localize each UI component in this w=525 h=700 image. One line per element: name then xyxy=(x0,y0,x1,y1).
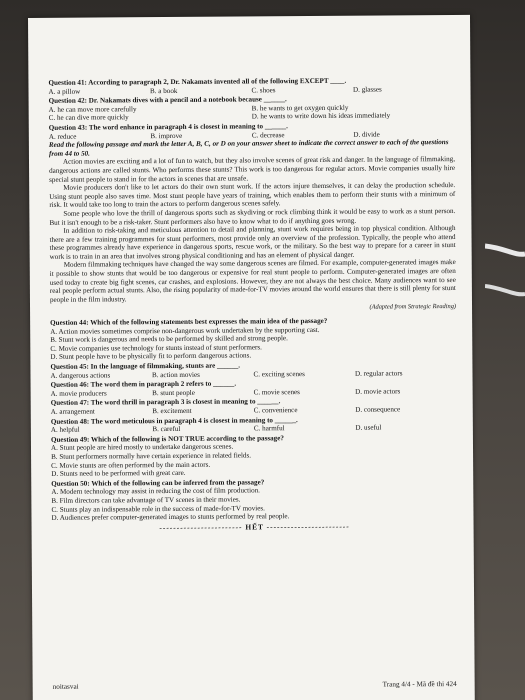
q48-option-b: B. careful xyxy=(152,425,181,434)
q45-option-b: B. action movies xyxy=(151,370,200,379)
question-44 xyxy=(50,316,456,362)
question-46 xyxy=(51,378,457,398)
q47-option-b: B. excitement xyxy=(152,406,192,416)
q47-option-d: D. consequence xyxy=(355,405,401,414)
q41-option-d: D. glasses xyxy=(352,85,382,94)
q47-option-c: C. convenience xyxy=(253,406,298,415)
q42-option-b: B. he wants to get oxygen quickly xyxy=(251,103,349,113)
q45-option-a: A. dangerous actions xyxy=(50,371,111,380)
question-41 xyxy=(48,76,454,96)
q45-option-d: D. regular actors xyxy=(354,368,403,378)
q49-option-a: A. Stunt people are hired mostly to undertake dangerous scenes. xyxy=(50,442,234,453)
q43-option-b: B. improve xyxy=(150,131,183,140)
q48-option-d: D. useful xyxy=(355,423,382,432)
q44-option-d: D. Stunt people have to be physically fit to perform dangerous actions. xyxy=(50,351,252,362)
passage-source: (Adapted from Strategic Reading) xyxy=(369,303,457,312)
q50-option-c: C. Stunts play an indispensable role in the success of made-for-TV movies. xyxy=(51,503,265,514)
q49-option-d: D. Stunts need to be performed with great care. xyxy=(51,469,186,478)
q49-stem: Question 49: Which of the following is NOT TRUE according to the passage? xyxy=(50,433,284,444)
q48-option-c: C. harmful xyxy=(253,424,285,433)
exam-page xyxy=(28,15,475,700)
question-48 xyxy=(51,415,457,435)
q50-option-d: D. Audiences prefer computer-generated images to stunts performed by real people. xyxy=(51,512,290,522)
q50-option-a: A. Modern technology may assist in reducing the cost of film production. xyxy=(51,486,260,497)
q47-stem: Question 47: The word thrill in paragraph 3 is closest in meaning to ______. xyxy=(50,397,281,408)
q46-stem: Question 46: The word them in paragraph 2 refers to ______. xyxy=(50,379,237,390)
passage-paragraph-4: In addition to risk-taking and meticulous attention to detail and planning, stunt work requires being in top physical condition. Although there are a few training programmes for stunt performers, most provide only an overview of the profession. Typically, the people who attend these programmes already have experience in dangerous sports, rescue work, or the military. So the best way to prepare for a career in stunt work is to train in an area that involves strong physical conditioning and has an element of physical danger. xyxy=(49,224,456,261)
q41-option-a: A. a pillow xyxy=(48,87,81,96)
passage-paragraph-2: Movie producers don't like to let actors do their own stunt work. If the actors injure themselves, it can delay the production schedule. Using stunt people also saves time. Most stunt people have years of training, which enables them to perform their stunts with a minimum of risk. It would take too long to train the actors to perform dangerous scenes safely. xyxy=(49,181,456,210)
q48-option-a: A. helpful xyxy=(50,425,80,435)
page-footer xyxy=(53,680,457,691)
question-45 xyxy=(50,360,456,380)
q47-option-a: A. arrangement xyxy=(50,407,95,416)
q43-option-a: A. reduce xyxy=(48,132,77,141)
question-47 xyxy=(51,396,457,416)
question-50 xyxy=(51,477,457,523)
q48-stem: Question 48: The word meticulous in paragraph 4 is closest in meaning to ______. xyxy=(50,415,298,426)
passage-paragraph-3: Some people who love the thrill of dangerous sports such as skydiving or rock climbing think it would be easy to work as a stunt person. But it isn't enough to be a risk-taker. Stunt performers also have to know what to do if anything goes wrong. xyxy=(49,206,456,227)
end-mark: ------------------------ HẾT ------------------------ xyxy=(159,521,350,532)
q43-option-d: D. divide xyxy=(353,130,380,139)
q43-option-c: C. decrease xyxy=(251,130,285,140)
cable-graphic xyxy=(485,236,525,300)
q43-stem: Question 43: The word enhance in paragraph 4 is closest in meaning to ______. xyxy=(48,122,288,132)
q41-stem: Question 41: According to paragraph 2, Dr. Nakamats invented all of the following EXCEPT ____. xyxy=(48,76,347,87)
passage-paragraph-5: Modern filmmaking techniques have changed the way some dangerous scenes are filmed. For example, computer-generated images make it possible to show stunts that would be too dangerous or expensive for real stunt people to perform. Computer-generated images are often used today to create big fight scenes, car crashes, and explosions. However, they are not always the best choice. Many audiences want to see real people perform actual stunts. Also, the rising popularity of made-for-TV movies around the world ensures that there is still plenty for stunt people in the film industry. xyxy=(49,258,456,304)
q44-stem: Question 44: Which of the following statements best expresses the main idea of the passage? xyxy=(50,316,328,327)
q45-option-c: C. exciting scenes xyxy=(253,369,305,379)
q41-option-b: B. a book xyxy=(149,86,178,95)
q46-option-a: A. movie producers xyxy=(50,389,107,398)
q49-option-b: B. Stunt performers normally have certain experience in related fields. xyxy=(51,451,252,461)
question-49 xyxy=(51,433,457,479)
q46-option-d: D. movie actors xyxy=(355,387,401,396)
q44-option-a: A. Action movies sometimes comprise non-dangerous work undertaken by the supporting cast. xyxy=(50,325,320,336)
q42-option-a: A. he can move more carefully xyxy=(48,105,137,114)
q42-stem: Question 42: Dr. Nakamats dives with a pencil and a notebook because ______. xyxy=(48,95,287,106)
q44-option-c: C. Movie companies use technology for stunts instead of stunt performers. xyxy=(50,343,262,353)
q44-option-b: B. Stunt work is dangerous and needs to be performed by skilled and strong people. xyxy=(50,334,288,345)
passage-paragraph-1: Action movies are exciting and a lot of fun to watch, but they also involve scenes of great risk and danger. In the language of filmmaking, dangerous actions are called stunts. Who performs these stunts? This work is too dangerous for regular actors. Movie companies usually hire special stunt people to stand in for the actors in scenes that are unsafe. xyxy=(49,155,456,184)
q42-option-c: C. he can dive more quickly xyxy=(48,113,129,123)
q42-option-d: D. he wants to write down his ideas immediately xyxy=(251,111,391,121)
q50-option-b: B. Film directors can take advantage of TV scenes in their movies. xyxy=(51,495,241,505)
page-number: Trang 4/4 - Mã đề thi 424 xyxy=(382,680,457,689)
question-42 xyxy=(49,94,455,123)
q41-option-c: C. shoes xyxy=(251,85,276,95)
q45-stem: Question 45: In the language of filmmaking, stunts are ______. xyxy=(50,361,241,371)
q46-option-b: B. stunt people xyxy=(152,388,195,397)
q50-stem: Question 50: Which of the following can be inferred from the passage? xyxy=(51,478,265,488)
reading-instruction: Read the following passage and mark the letter A, B, C, or D on your answer sheet to indicate the correct answer to each of the questions from 44 to 50. xyxy=(48,138,449,158)
q46-option-c: C. movie scenes xyxy=(253,387,300,397)
q49-option-c: C. Movie stunts are often performed by the main actors. xyxy=(51,460,211,470)
footer-left-text: noitasvai xyxy=(52,683,79,692)
